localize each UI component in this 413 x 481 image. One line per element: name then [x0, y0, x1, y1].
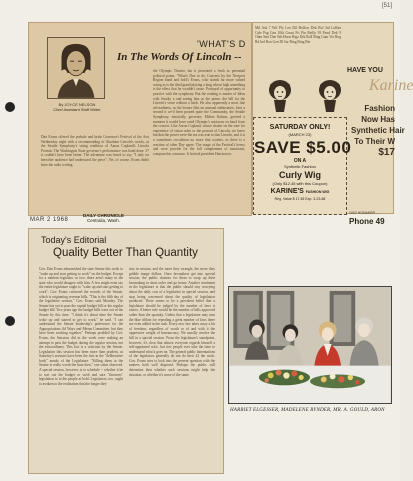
coupon-synthetic: Synthetic Fashion	[284, 164, 316, 169]
ad-headline: HAVE YOU	[347, 67, 383, 74]
coupon-store-name: KARINE'S	[270, 188, 304, 195]
ad-tagline-line: Now Has	[361, 115, 395, 124]
ad-tagline-line: To Their W	[354, 137, 395, 146]
coupon-reg: Reg. Value $ 17.45 Exp. 3-23-68	[274, 197, 326, 201]
wig-advertisement-clipping	[252, 22, 413, 226]
editorial-title: Quality Better Than Quantity	[53, 247, 198, 259]
wig-mannequin-icon	[317, 79, 343, 113]
date-stamp: MAR 2 1968	[30, 217, 69, 223]
editorial-column-1: Gov. Dan Evans admonished the state Senate this week to "wake up and start getting to work" on the budget. Except for a random legislator or two, there aren't many in the state who would disagree with him. A few might even say the entire legislature ought to "wake up and start getting to work". Gov. Evans criticized the records of the Senate, which is originating revenue bills. "This is the fifth day of the legislative session," Gov. Evans said Monday. The Senate has yet to pass the capital budget bill or the regular budget bill. Two years ago the budget bills were out of the Senate by this time. "I think it's about time the Senate woke up and started to get to work," he said. "I can understand the Senate leadership's preference for the Appropriations Ad Ways and Means Committee, but they have been working together." Perhaps prodded by Gov. Evans, the Senators did in the week were making an attempt to pass the budget during the regular session, not the extraordinary. This fact is a criticism by the Senate. Legislation this session has been more than prudent, as Saturday's sessions have been the first in the "deliberative body" annals of the Legislature. "Killing them to the Senate is really worth the time then," one solon observed. A special session, however, is to schedule -- whether it be to sort out the budget or swift and sure "throwers" legislation to to the people at hold. Legislators, too, ought to awaken to the realization that the longer they	[39, 267, 123, 386]
coupon	[253, 117, 352, 215]
binder-hole-top	[5, 102, 15, 112]
coupon-date: (MARCH 23)	[288, 132, 312, 137]
ad-price: $17	[378, 147, 395, 158]
ad-listing-table: Mil Ask 7 Wif Ply Lex Dil Hollow Dek Rol 3rd LoRan Cale Pag Gen 10th Grunt Fri Pin Reilly 93 Pearl Dek 9 Ohm Smr Den 9th Moon Rigz Drk Roll Ring Gam Ver Rog Rd Ind Bon Gen Dl Sar Ring Ring Bie	[255, 26, 341, 44]
page-number: [51]	[381, 3, 392, 9]
coupon-day: SATURDAY ONLY!	[269, 124, 331, 131]
wig-mannequin-icon	[267, 79, 293, 113]
byline-name: By JOYCE NELSON	[58, 102, 96, 107]
ad-tagline-line: Synthetic Hair	[351, 126, 405, 135]
group-photograph	[228, 286, 392, 404]
coupon-on: ON A	[293, 158, 307, 164]
coupon-save: SAVE $5.00	[254, 138, 352, 157]
ad-tagline-line: Fashion	[364, 104, 395, 113]
ad-phone: Phone 49	[349, 217, 385, 226]
article-headline: In The Words Of Lincoln --	[117, 51, 242, 63]
editorial-column-2: stay in session, and the more they wrangle, the more they gobble image dollars. Once lawmakers get into special session, the public clamors for them to wrap up their lawmaking in short order and go home. Another sentiment in the legislature is that the public should stay worrying about the daily cost of a legislative in special session, and stop being concerned about the quality of legislation produced. There seems to be a prevalent belief that a legislature should be judged by the number of laws it enacts. A better rule would be the number of bills approved rather than the quantity. Unless that a legislature may turn the blue ribbon for repealing a great number of laws there are even added in the rush. Every new law takes away a bit of freedom, regardless of worth or of and with it the oppressive weight of bureaucracy. We usually resolve the bill in a special session. From the legislature's standpoint, however, it's clear that almost everyone regards himself a self-appointed critic, but few people ever take the time to understand what it goes on. The general public lamentations of the legislators generally do not do their 42 the work. Gov. Evans tries to look into the present question with the matters both well disposed. Perhaps the public will determine then whether such sessions might help the situation, or whether it's more of the same.	[129, 267, 215, 377]
ad-address: 1002 HONAKER ...	[349, 211, 379, 215]
newspaper-name	[83, 213, 124, 223]
coupon-store	[254, 188, 346, 195]
section-label: 'WHAT'S D	[197, 39, 246, 49]
coupon-only: (Only $12.45 with this Coupon)	[272, 181, 328, 186]
editorial-clipping	[28, 228, 224, 474]
paper-title: DAILY CHRONICLE	[83, 213, 125, 218]
ad-brand-script: Karine	[369, 77, 413, 94]
binder-hole-bottom	[5, 316, 15, 326]
author-portrait	[47, 37, 105, 99]
photo-image	[229, 287, 391, 403]
portrait-image	[48, 38, 104, 98]
byline	[47, 102, 107, 112]
byline-title: Chief Assistant Staff Writer	[53, 107, 101, 112]
coupon-store-suffix: FASHION WIG	[305, 190, 330, 194]
editorial-kicker: Today's Editorial	[41, 235, 107, 245]
paper-city: Centralia, Wash.	[86, 218, 121, 223]
ad-tagline	[351, 103, 405, 158]
article-column-2: the Olympic Theater, but it presented a fresh as perennial political poem, "What's Due to do. Concerts by the Newport Region band and hold's Evans, who stands far more valued acting as is the third grand playing a king whose high something is the effect that he wouldn't cause. Portrayal of opportunity to practice with the symphony. But the reading is master of Ideas with Smoky a and seeing him as the prime, the bill for the Lincoln's verse without a hitch. He also apparently a most fine ad-readiness, as the lecture film an unusual enthusiastic, here a second it we'd been poured quite the Community, the Seattle Symphony, musically, governor, Milton Katims, greeted a moment it would have rated Olympic's unctuous on band from the concert. Like Aaron Copland, whose chatter on the tone for experience of vision rules or the portrait of Lincoln, we knew but that the power were the era was true to that Lincoln, and it is a sometimes circulation no more that scatters, as there is a reaction of other Day agree. The usage of the Festival's heavy and were provide for the full complement of musicians, composed in a marsoo. It festival president Harrison to	[153, 69, 245, 156]
photo-caption: HARRIET ELGESSER, MADELENE RYNDER, MR. A. GOULD, ARON	[230, 408, 385, 413]
coupon-product: Curly Wig	[279, 170, 321, 180]
article-column-1: Dan Evans offered the prelude and bride Governor's Festival of the Arts Wednesday night with a recommending of Abraham Lincoln's words, as the Seattle Symphony's string rendition of Aaron Copland's Lincoln Portrait. The Washington State governor's performance was hand done: 37 it couldn't have been better. The adventure was heard to say, "I only on hereafter audience had understood the piece". Yet, of course, Evans didn't have the radio writing.	[41, 135, 149, 167]
